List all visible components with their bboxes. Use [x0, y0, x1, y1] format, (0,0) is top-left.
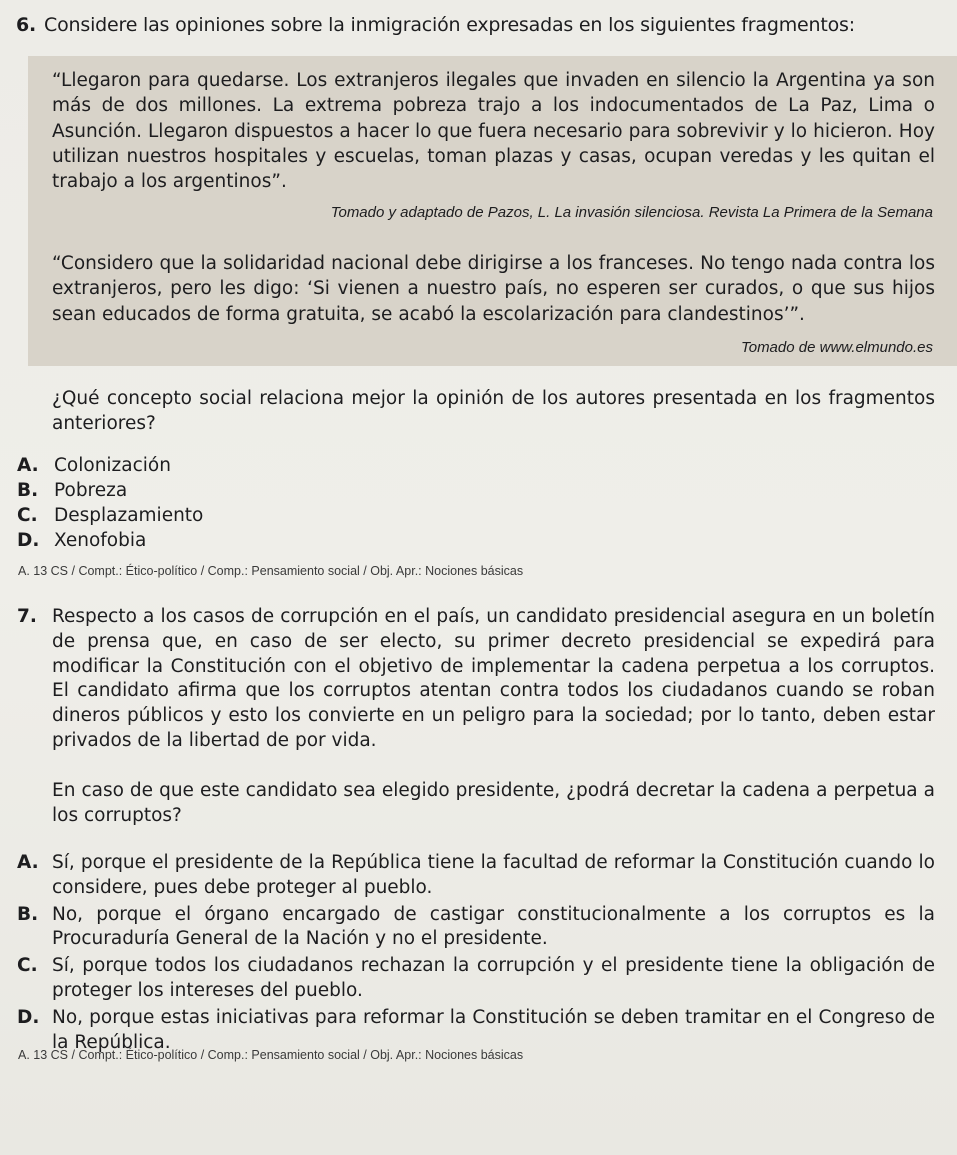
question-6-number: 6.	[16, 14, 37, 36]
option-c[interactable]: C. Sí, porque todos los ciudadanos rechazan la corrupción y el presidente tiene la obligación de proteger los intereses del pueblo.	[17, 955, 935, 1001]
option-a[interactable]: A. Colonización	[17, 455, 171, 476]
source-1: Tomado y adaptado de Pazos, L. La invasión silenciosa. Revista La Primera de la Semana	[330, 204, 933, 221]
question-7-statement-block	[17, 605, 935, 754]
option-b[interactable]: B. Pobreza	[17, 480, 128, 501]
option-d[interactable]: D. No, porque estas iniciativas para reformar la Constitución se deben tramitar en el Congreso de la República.	[17, 1006, 935, 1053]
option-a[interactable]: A. Sí, porque el presidente de la República tiene la facultad de reformar la Constitución cuando lo considere, pues debe proteger al pueblo.	[17, 852, 935, 898]
question-6-options	[17, 453, 203, 553]
fragment-1: “Llegaron para quedarse. Los extranjeros ilegales que invaden en silencio la Argentina ya son más de dos millones. La extrema pobreza trajo a los indocumentados de La Paz, Lima o Asunción. Llegaron dispuestos a hacer lo que fuera necesario para sobrevivir y lo hicieron. Hoy utilizan nuestros hospitales y escuelas, toman plazas y casas, ocupan veredas y les quitan el trabajo a los argentinos”.	[52, 70, 935, 193]
option-c[interactable]: C. Desplazamiento	[17, 505, 204, 526]
question-7-statement: Respecto a los casos de corrupción en el país, un candidato presidencial asegura en un boletín de prensa que, en caso de ser electo, su primer decreto presidencial se expedirá para modificar la Constitución con el objetivo de implementar la cadena perpetua a los corruptos. El candidato afirma que los corruptos atentan contra todos los ciudadanos cuando se roban dineros públicos y esto los convierte en un peligro para la sociedad; por lo tanto, deben estar privados de la libertad de por vida.	[52, 606, 935, 751]
question-6-intro: Considere las opiniones sobre la inmigración expresadas en los siguientes fragmentos:	[44, 14, 855, 36]
question-6-header	[16, 13, 937, 37]
question-7-prompt: En caso de que este candidato sea elegido presidente, ¿podrá decretar la cadena a perpetua a los corruptos?	[52, 780, 935, 826]
source-2: Tomado de www.elmundo.es	[740, 339, 933, 356]
question-7-number: 7.	[17, 606, 37, 627]
question-6-meta: A. 13 CS / Compt.: Ético-político / Comp.: Pensamiento social / Obj. Apr.: Nociones básicas	[18, 564, 524, 578]
question-7-options	[17, 851, 935, 1057]
option-d[interactable]: D. Xenofobia	[17, 530, 147, 551]
question-6-prompt: ¿Qué concepto social relaciona mejor la opinión de los autores presentada en los fragmentos anteriores?	[52, 388, 935, 434]
question-7-meta: A. 13 CS / Compt.: Ético-político / Comp.: Pensamiento social / Obj. Apr.: Nociones básicas	[18, 1048, 524, 1062]
option-b[interactable]: B. No, porque el órgano encargado de castigar constitucionalmente a los corruptos es la Procuraduría General de la Nación y no el presidente.	[17, 903, 935, 950]
fragment-2: “Considero que la solidaridad nacional debe dirigirse a los franceses. No tengo nada contra los extranjeros, pero les digo: ‘Si vienen a nuestro país, no esperen ser curados, o que sus hijos sean educados de forma gratuita, se acabó la escolarización para clandestinos’”.	[52, 253, 935, 325]
